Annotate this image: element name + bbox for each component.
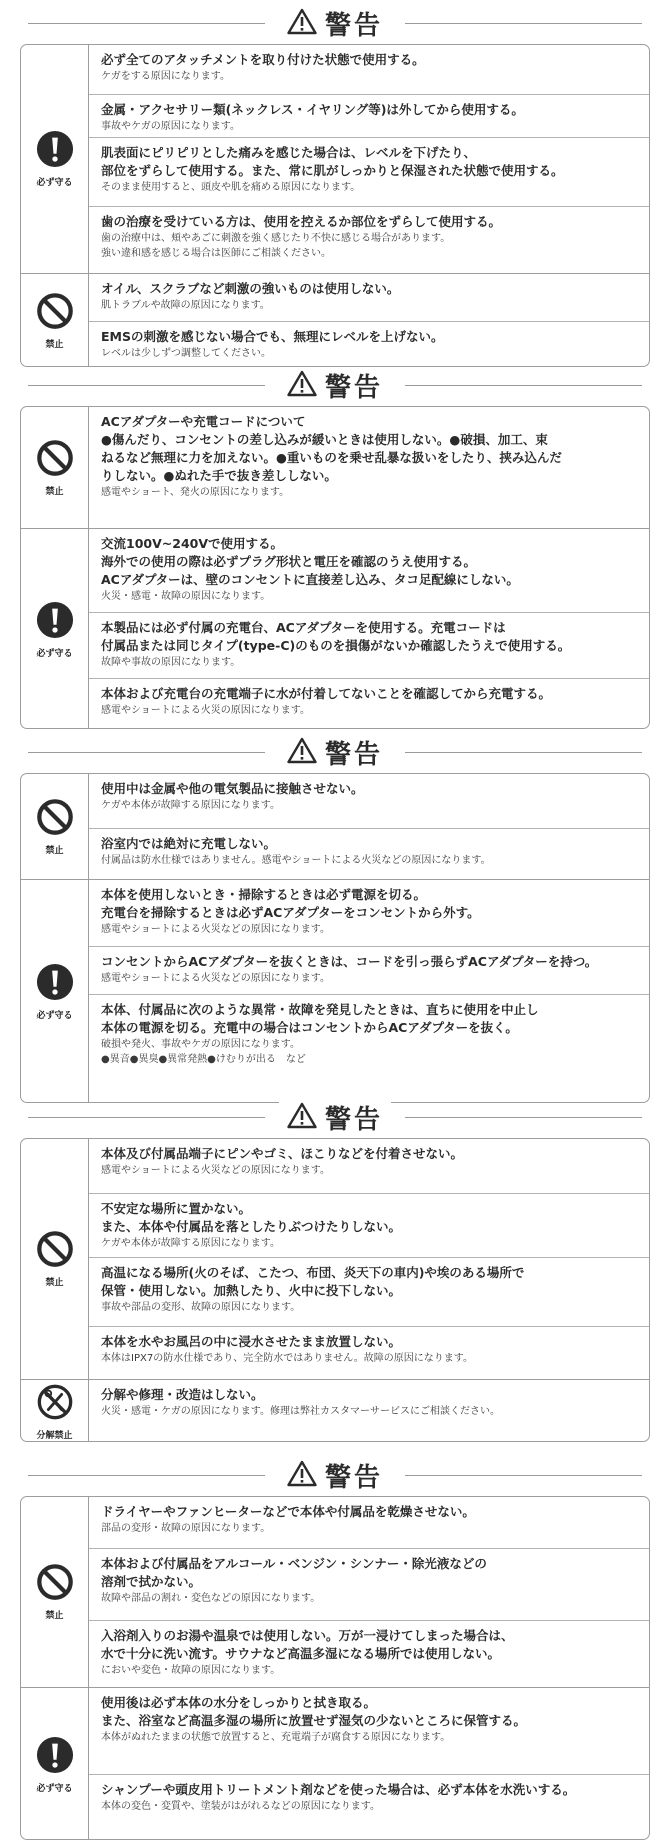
item-note-line: 部品の変形・故障の原因になります。 bbox=[101, 1523, 271, 1534]
icon-column bbox=[21, 1497, 89, 1687]
item-title-line: 本体の電源を切る。充電中の場合はコンセントからACアダプターを抜く。 bbox=[101, 1020, 518, 1035]
icon-caption: 禁止 bbox=[45, 1278, 64, 1288]
item-note-line: 破損や発火、事故やケガの原因になります。 bbox=[101, 1039, 300, 1050]
warning-box bbox=[20, 1496, 650, 1840]
item-title-line: ●傷んだり、コンセントの差し込みが緩いときは使用しない。●破損、加工、束 bbox=[101, 432, 548, 447]
prohibition-icon bbox=[36, 439, 74, 481]
item-title-line: オイル、スクラブなど刺激の強いものは使用しない。 bbox=[101, 281, 400, 296]
item-note-line: 本体はIPX7の防水仕様であり、完全防水ではありません。故障の原因になります。 bbox=[101, 1353, 473, 1364]
item-note-line: 肌トラブルや故障の原因になります。 bbox=[101, 300, 270, 311]
item-title-line: 本体を使用しないとき・掃除するときは必ず電源を切る。 bbox=[101, 887, 427, 902]
item-title-line: 入浴剤入りのお湯や温泉では使用しない。万が一浸けてしまった場合は、 bbox=[101, 1628, 514, 1643]
header-inner bbox=[279, 1457, 391, 1494]
warning-header bbox=[20, 1100, 650, 1134]
icon-caption: 必ず守る bbox=[36, 1011, 73, 1021]
item-title-line: 付属品または同じタイプ(type-C)のものを損傷がないか確認したうえで使用する。 bbox=[101, 638, 571, 653]
warning-group bbox=[21, 774, 649, 879]
icon-caption: 分解禁止 bbox=[36, 1430, 73, 1441]
warning-item bbox=[89, 529, 649, 604]
item-title-line: 歯の治療を受けている方は、使用を控えるか部位をずらして使用する。 bbox=[101, 214, 502, 229]
mandatory-exclamation-icon bbox=[36, 1736, 74, 1778]
item-note-line: 歯の治療中は、頬やあごに刺激を強く感じたり不快に感じる場合があります。 bbox=[101, 233, 451, 244]
item-note-line: 火災・感電・故障の原因になります。 bbox=[101, 591, 271, 602]
warning-triangle-icon bbox=[287, 737, 317, 768]
items-column bbox=[89, 1380, 649, 1442]
header-rule bbox=[405, 1475, 642, 1476]
icon-column bbox=[21, 1380, 89, 1442]
item-title-line: 必ず全てのアタッチメントを取り付けた状態で使用する。 bbox=[101, 52, 425, 67]
warning-triangle-icon bbox=[287, 1460, 317, 1491]
items-column bbox=[89, 1497, 649, 1687]
warning-item bbox=[89, 880, 649, 937]
warning-group bbox=[21, 1497, 649, 1687]
icon-column bbox=[21, 1688, 89, 1840]
warning-item bbox=[89, 1326, 649, 1366]
warning-item bbox=[89, 137, 649, 195]
item-title-line: 本体及び付属品端子にピンやゴミ、ほこりなどを付着させない。 bbox=[101, 1146, 464, 1161]
item-note-line: 強い違和感を感じる場合は医師にご相談ください。 bbox=[101, 248, 331, 259]
item-title-line: 金属・アクセサリー類(ネックレス・イヤリング等)は外してから使用する。 bbox=[101, 102, 524, 117]
item-note-line: 感電やショートによる火災などの原因になります。 bbox=[101, 1165, 330, 1176]
warning-triangle-icon bbox=[287, 370, 317, 401]
warning-item bbox=[89, 1688, 649, 1745]
prohibition-icon bbox=[36, 1230, 74, 1272]
header-rule bbox=[28, 1475, 265, 1476]
warning-header bbox=[20, 6, 650, 40]
item-note-line: ●異音●異臭●異常発熱●けむりが出る など bbox=[101, 1054, 306, 1065]
items-column bbox=[89, 274, 649, 367]
header-inner bbox=[279, 1099, 391, 1136]
warning-group bbox=[21, 1139, 649, 1379]
item-note-line: 感電やショートによる火災などの原因になります。 bbox=[101, 924, 330, 935]
icon-caption: 禁止 bbox=[45, 1611, 64, 1621]
items-column bbox=[89, 529, 649, 729]
items-column bbox=[89, 1688, 649, 1840]
item-title-line: りしない。●ぬれた手で抜き差ししない。 bbox=[101, 468, 337, 483]
warning-item bbox=[89, 1139, 649, 1178]
item-title-line: ドライヤーやファンヒーターなどで本体や付属品を乾燥させない。 bbox=[101, 1504, 475, 1519]
icon-column bbox=[21, 774, 89, 879]
icon-caption: 必ず守る bbox=[36, 178, 73, 188]
item-title-line: 本体および付属品をアルコール・ベンジン・シンナー・除光液などの bbox=[101, 1556, 487, 1571]
item-note-line: 感電やショートによる火災の原因になります。 bbox=[101, 705, 310, 716]
warning-item bbox=[89, 321, 649, 361]
item-note-line: 感電やショート、発火の原因になります。 bbox=[101, 487, 290, 498]
item-title-line: 不安定な場所に置かない。 bbox=[101, 1201, 252, 1216]
warning-group bbox=[21, 273, 649, 367]
item-title-line: 水で十分に洗い流す。サウナなど高温多湿になる場所では使用しない。 bbox=[101, 1646, 501, 1661]
item-note-line: 付属品は防水仕様ではありません。感電やショートによる火災などの原因になります。 bbox=[101, 855, 491, 866]
item-note-line: 故障や部品の割れ・変色などの原因になります。 bbox=[101, 1593, 321, 1604]
warning-item bbox=[89, 828, 649, 868]
warning-group bbox=[21, 1379, 649, 1442]
warning-header bbox=[20, 1458, 650, 1492]
item-title-line: 浴室内では絶対に充電しない。 bbox=[101, 836, 277, 851]
items-column bbox=[89, 774, 649, 879]
item-title-line: また、浴室など高温多湿の場所に放置せず湿気の少ないところに保管する。 bbox=[101, 1713, 527, 1728]
icon-caption: 必ず守る bbox=[36, 648, 73, 659]
icon-column bbox=[21, 1139, 89, 1379]
header-rule bbox=[28, 752, 265, 753]
warning-item bbox=[89, 946, 649, 986]
warning-item bbox=[89, 274, 649, 313]
item-title-line: 本体、付属品に次のような異常・故障を発見したときは、直ちに使用を中止し bbox=[101, 1002, 539, 1017]
item-note-line: レベルは少しずつ調整してください。 bbox=[101, 348, 271, 359]
item-title-line: コンセントからACアダプターを抜くときは、コードを引っ張らずACアダプターを持つ。 bbox=[101, 954, 598, 969]
item-title-line: 保管・使用しない。加熱したり、火中に投下しない。 bbox=[101, 1283, 402, 1298]
warning-group bbox=[21, 879, 649, 1103]
item-note-line: 事故やケガの原因になります。 bbox=[101, 121, 240, 132]
warning-item bbox=[89, 407, 649, 500]
item-title-line: 交流100V~240Vで使用する。 bbox=[101, 536, 284, 551]
prohibition-icon bbox=[36, 292, 74, 334]
item-note-line: 本体の変色・変質や、塗装がはがれるなどの原因になります。 bbox=[101, 1801, 380, 1812]
item-title-line: ねるなど無理に力を加えない。●重いものを乗せ乱暴な扱いをしたり、挟み込んだ bbox=[101, 450, 562, 465]
item-title-line: 溶剤で拭かない。 bbox=[101, 1574, 202, 1589]
warning-title: 警告 bbox=[324, 10, 383, 41]
prohibition-icon bbox=[36, 798, 74, 840]
item-note-line: 事故や部品の変形、故障の原因になります。 bbox=[101, 1302, 301, 1313]
no-disassembly-icon bbox=[36, 1383, 74, 1425]
icon-caption: 必ず守る bbox=[36, 1783, 73, 1794]
items-column bbox=[89, 1139, 649, 1379]
warning-item bbox=[89, 1774, 649, 1814]
icon-caption: 禁止 bbox=[45, 486, 64, 497]
item-note-line: そのまま使用すると、頭皮や肌を痛める原因になります。 bbox=[101, 182, 361, 193]
warning-group bbox=[21, 528, 649, 729]
warning-item bbox=[89, 994, 649, 1067]
warning-box bbox=[20, 1138, 650, 1442]
item-note-line: においや変色・故障の原因になります。 bbox=[101, 1665, 281, 1676]
warning-item bbox=[89, 45, 649, 84]
warning-item bbox=[89, 206, 649, 261]
warning-box bbox=[20, 44, 650, 367]
items-column bbox=[89, 45, 649, 273]
warning-box bbox=[20, 406, 650, 729]
item-note-line: 故障や事故の原因になります。 bbox=[101, 657, 241, 668]
warning-group bbox=[21, 407, 649, 528]
header-rule bbox=[405, 385, 642, 386]
warning-item bbox=[89, 1497, 649, 1536]
icon-column bbox=[21, 529, 89, 729]
item-title-line: ACアダプターや充電コードについて bbox=[101, 414, 306, 429]
warning-title: 警告 bbox=[324, 372, 383, 403]
header-inner bbox=[279, 734, 391, 771]
warning-item bbox=[89, 1193, 649, 1251]
header-inner bbox=[279, 5, 391, 42]
item-note-line: 火災・感電・ケガの原因になります。修理は弊社カスタマーサービスにご相談ください。 bbox=[101, 1406, 500, 1417]
warning-item bbox=[89, 94, 649, 134]
mandatory-exclamation-icon bbox=[36, 601, 74, 643]
warning-group bbox=[21, 1687, 649, 1840]
warning-triangle-icon bbox=[287, 1102, 317, 1133]
item-title-line: また、本体や付属品を落としたりぶつけたりしない。 bbox=[101, 1219, 402, 1234]
header-rule bbox=[405, 1117, 642, 1118]
item-note-line: ケガや本体が故障する原因になります。 bbox=[101, 1238, 280, 1249]
mandatory-exclamation-icon bbox=[36, 963, 74, 1005]
item-title-line: 使用中は金属や他の電気製品に接触させない。 bbox=[101, 781, 364, 796]
mandatory-exclamation-icon bbox=[36, 130, 74, 172]
item-title-line: EMSの刺激を感じない場合でも、無理にレベルを上げない。 bbox=[101, 329, 444, 344]
warning-title: 警告 bbox=[324, 1462, 383, 1493]
warning-box bbox=[20, 773, 650, 1103]
item-title-line: 本体および充電台の充電端子に水が付着してないことを確認してから充電する。 bbox=[101, 686, 552, 701]
item-note-line: 感電やショートによる火災などの原因になります。 bbox=[101, 973, 330, 984]
warning-item bbox=[89, 774, 649, 813]
item-note-line: ケガをする原因になります。 bbox=[101, 71, 230, 82]
item-note-line: 本体がぬれたままの状態で放置すると、充電端子が腐食する原因になります。 bbox=[101, 1732, 451, 1743]
warning-group bbox=[21, 45, 649, 273]
item-title-line: 高温になる場所(火のそば、こたつ、布団、炎天下の車内)や埃のある場所で bbox=[101, 1265, 525, 1280]
warning-item bbox=[89, 612, 649, 670]
warning-item bbox=[89, 1548, 649, 1606]
header-rule bbox=[28, 1117, 265, 1118]
warning-item bbox=[89, 1620, 649, 1678]
icon-column bbox=[21, 45, 89, 273]
header-inner bbox=[279, 367, 391, 404]
header-rule bbox=[28, 385, 265, 386]
warning-title: 警告 bbox=[324, 1104, 383, 1135]
items-column bbox=[89, 880, 649, 1103]
header-rule bbox=[28, 23, 265, 24]
item-note-line: ケガや本体が故障する原因になります。 bbox=[101, 800, 280, 811]
warning-title: 警告 bbox=[324, 739, 383, 770]
warning-item bbox=[89, 678, 649, 718]
item-title-line: 分解や修理・改造はしない。 bbox=[101, 1387, 264, 1402]
warning-item bbox=[89, 1380, 649, 1419]
items-column bbox=[89, 407, 649, 528]
header-rule bbox=[405, 23, 642, 24]
warning-header bbox=[20, 735, 650, 769]
icon-column bbox=[21, 274, 89, 367]
item-title-line: ACアダプターは、壁のコンセントに直接差し込み、タコ足配線にしない。 bbox=[101, 572, 519, 587]
icon-caption: 禁止 bbox=[45, 845, 64, 856]
icon-caption: 禁止 bbox=[45, 340, 64, 350]
item-title-line: 部位をずらして使用する。また、常に肌がしっかりと保湿された状態で使用する。 bbox=[101, 163, 564, 178]
item-title-line: 使用後は必ず本体の水分をしっかりと拭き取る。 bbox=[101, 1695, 377, 1710]
item-title-line: 本体を水やお風呂の中に浸水させたまま放置しない。 bbox=[101, 1334, 402, 1349]
header-rule bbox=[405, 752, 642, 753]
item-title-line: 充電台を掃除するときは必ずACアダプターをコンセントから外す。 bbox=[101, 905, 480, 920]
warning-item bbox=[89, 1257, 649, 1315]
prohibition-icon bbox=[36, 1563, 74, 1605]
item-title-line: シャンプーや頭皮用トリートメント剤などを使った場合は、必ず本体を水洗いする。 bbox=[101, 1782, 576, 1797]
icon-column bbox=[21, 407, 89, 528]
item-title-line: 肌表面にピリピリとした痛みを感じた場合は、レベルを下げたり、 bbox=[101, 145, 477, 160]
warning-triangle-icon bbox=[287, 8, 317, 39]
warning-header bbox=[20, 368, 650, 402]
item-title-line: 海外での使用の際は必ずプラグ形状と電圧を確認のうえ使用する。 bbox=[101, 554, 477, 569]
item-title-line: 本製品には必ず付属の充電台、ACアダプターを使用する。充電コードは bbox=[101, 620, 506, 635]
icon-column bbox=[21, 880, 89, 1103]
